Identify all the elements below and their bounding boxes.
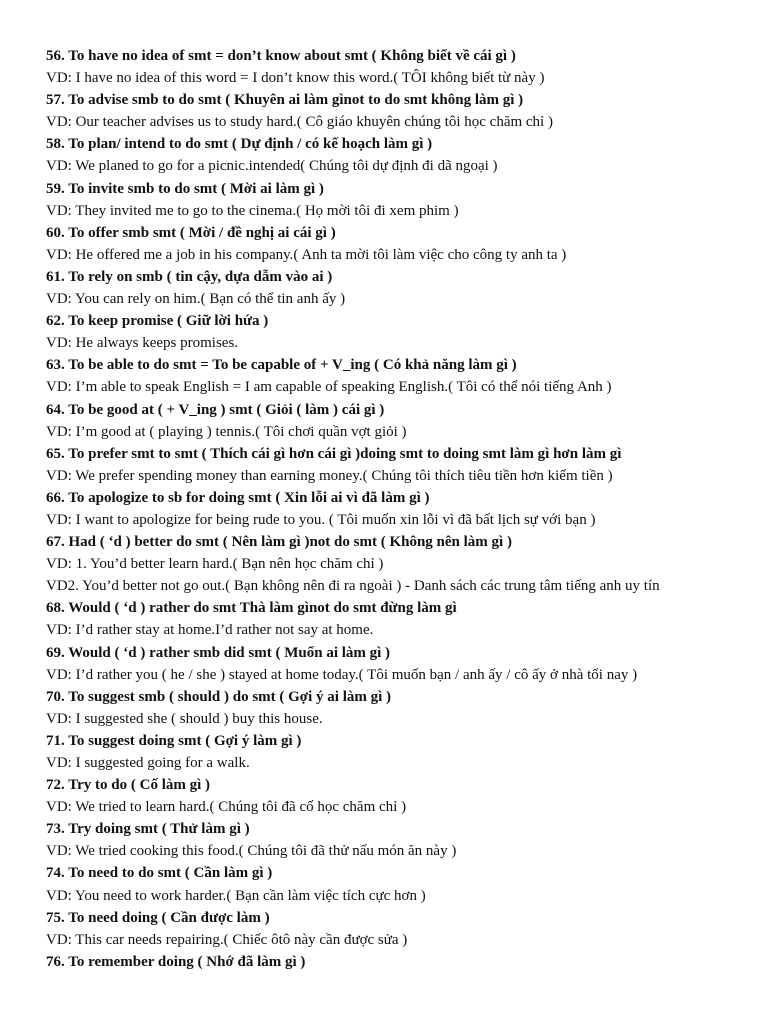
entry-heading: 67. Had ( ‘d ) better do smt ( Nên làm gì )not do smt ( Không nên làm gì ): [46, 534, 512, 551]
entry-example: VD: You need to work harder.( Bạn cần làm việc tích cực hơn ): [46, 887, 426, 904]
entry-example: VD: He always keeps promises.: [46, 335, 239, 352]
entry-heading: 59. To invite smb to do smt ( Mời ai làm gì ): [46, 180, 324, 197]
entry-heading: 71. To suggest doing smt ( Gợi ý làm gì ): [46, 732, 302, 749]
entry-example: VD: Our teacher advises us to study hard.( Cô giáo khuyên chúng tôi học chăm chỉ ): [46, 114, 553, 131]
entry-example: VD: We tried cooking this food.( Chúng tôi đã thử nấu món ăn này ): [46, 843, 457, 860]
entry-heading: 57. To advise smb to do smt ( Khuyên ai làm gìnot to do smt không làm gì ): [46, 92, 524, 109]
entry-heading: 75. To need doing ( Cần được làm ): [46, 909, 270, 926]
entry-example: VD: I suggested she ( should ) buy this house.: [46, 710, 323, 727]
entry-heading: 60. To offer smb smt ( Mời / đề nghị ai cái gì ): [46, 224, 336, 241]
entry-heading: 66. To apologize to sb for doing smt ( Xin lỗi ai vì đã làm gì ): [46, 489, 430, 506]
entry-example: VD: 1. You’d better learn hard.( Bạn nên học chăm chỉ ): [46, 556, 384, 573]
entry-example: VD: I’m able to speak English = I am capable of speaking English.( Tôi có thể nói tiếng Anh ): [46, 379, 612, 396]
entry-example: VD: You can rely on him.( Bạn có thể tin anh ấy ): [46, 291, 346, 308]
document-page: [46, 45, 758, 973]
entry-heading: 64. To be good at ( + V_ing ) smt ( Giỏi ( làm ) cái gì ): [46, 401, 385, 418]
entry-example: VD: He offered me a job in his company.( Anh ta mời tôi làm việc cho công ty anh ta ): [46, 246, 567, 263]
entry-example: VD: We planed to go for a picnic.intended( Chúng tôi dự định đi dã ngoại ): [46, 158, 498, 175]
entry-example: VD: I’d rather you ( he / she ) stayed at home today.( Tôi muốn bạn / anh ấy / cô ấy ở nhà tối nay ): [46, 666, 638, 683]
entry-example: VD2. You’d better not go out.( Bạn không nên đi ra ngoài ) - Danh sách các trung tâm tiếng anh uy tín: [46, 578, 660, 595]
entry-heading: 61. To rely on smb ( tin cậy, dựa dẫm vào ai ): [46, 268, 333, 285]
entry-heading: 65. To prefer smt to smt ( Thích cái gì hơn cái gì )doing smt to doing smt làm gì hơn làm gì: [46, 445, 622, 462]
entry-heading: 58. To plan/ intend to do smt ( Dự định / có kế hoạch làm gì ): [46, 136, 433, 153]
entry-heading: 76. To remember doing ( Nhớ đã làm gì ): [46, 953, 306, 970]
entry-heading: 73. Try doing smt ( Thử làm gì ): [46, 821, 250, 838]
entry-heading: 56. To have no idea of smt = don’t know about smt ( Không biết về cái gì ): [46, 48, 516, 64]
entry-heading: 72. Try to do ( Cố làm gì ): [46, 777, 211, 794]
entry-heading: 70. To suggest smb ( should ) do smt ( Gợi ý ai làm gì ): [46, 688, 392, 705]
entry-example: VD: I suggested going for a walk.: [46, 755, 250, 771]
entry-example: VD: This car needs repairing.( Chiếc ôtô này cần được sửa ): [46, 931, 408, 948]
entry-heading: 62. To keep promise ( Giữ lời hứa ): [46, 313, 269, 330]
entry-heading: 63. To be able to do smt = To be capable of + V_ing ( Có khả năng làm gì ): [46, 357, 517, 374]
grammar-entry-list: [46, 45, 758, 973]
entry-example: VD: We prefer spending money than earning money.( Chúng tôi thích tiêu tiền hơn kiếm tiền ): [46, 467, 613, 484]
entry-example: VD: They invited me to go to the cinema.( Họ mời tôi đi xem phim ): [46, 202, 459, 219]
entry-heading: 74. To need to do smt ( Cần làm gì ): [46, 865, 273, 882]
entry-example: VD: I want to apologize for being rude to you. ( Tôi muốn xin lỗi vì đã bất lịch sự với bạn ): [46, 511, 596, 528]
entry-example: VD: I’m good at ( playing ) tennis.( Tôi chơi quần vợt giỏi ): [46, 423, 407, 440]
entry-heading: 69. Would ( ‘d ) rather smb did smt ( Muốn ai làm gì ): [46, 644, 391, 661]
entry-example: VD: I have no idea of this word = I don’t know this word.( TÔI không biết từ này ): [46, 70, 545, 87]
entry-example: VD: I’d rather stay at home.I’d rather not say at home.: [46, 622, 374, 639]
entry-example: VD: We tried to learn hard.( Chúng tôi đã cố học chăm chỉ ): [46, 799, 407, 816]
entry-heading: 68. Would ( ‘d ) rather do smt Thà làm gìnot do smt đừng làm gì: [46, 600, 457, 617]
